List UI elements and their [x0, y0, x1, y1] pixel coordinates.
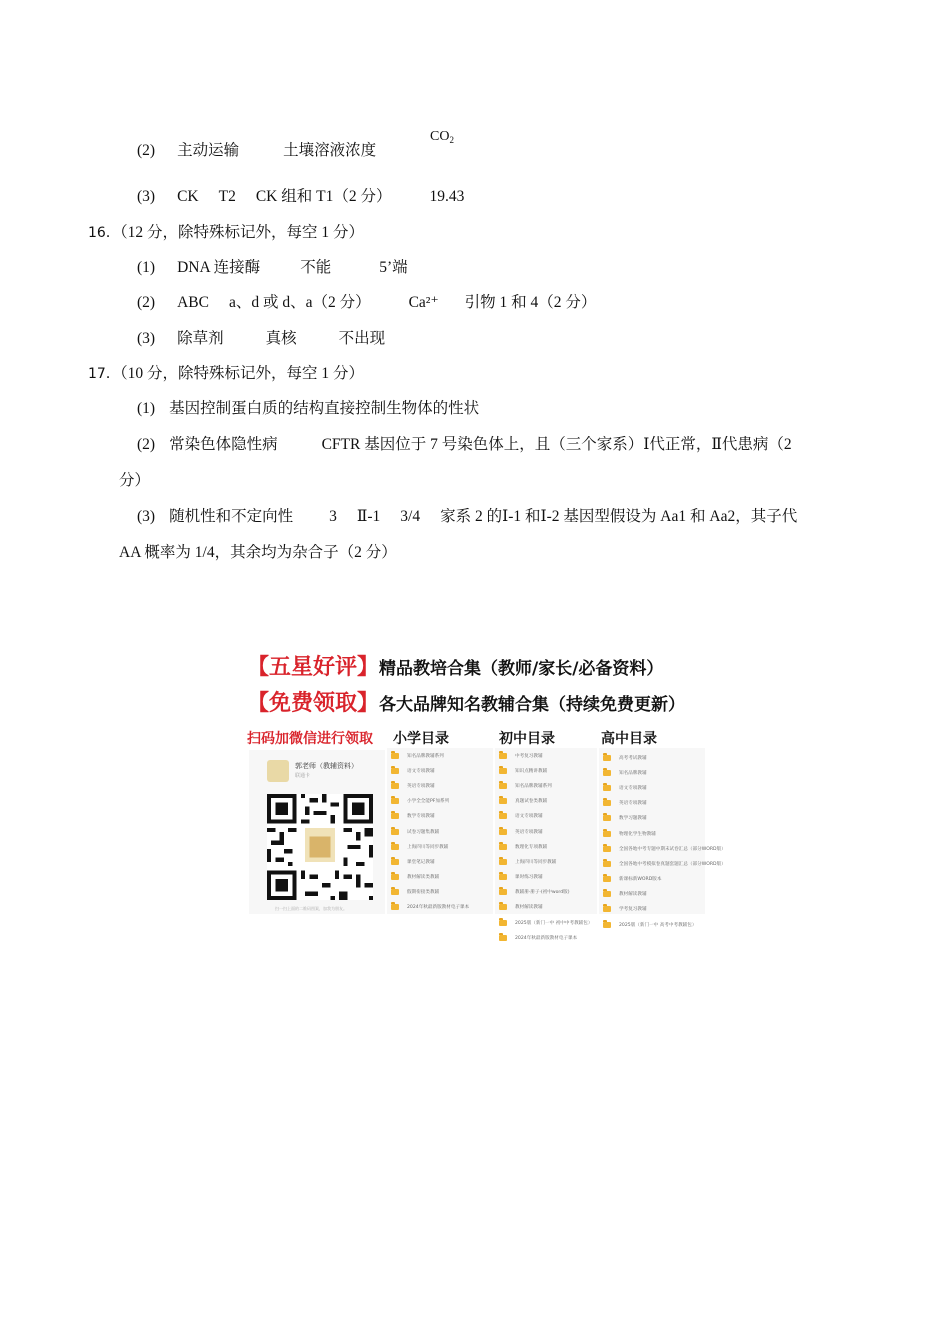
folder-item[interactable] — [499, 870, 592, 885]
folder-item[interactable] — [391, 824, 469, 839]
folder-icon — [603, 891, 611, 897]
co2-subscript: 2 — [449, 135, 454, 145]
part-number: (2) — [137, 142, 156, 159]
folder-icon — [499, 768, 507, 774]
senior-folder-panel — [599, 748, 726, 928]
question-header: （12 分，除特殊标记外，每空 1 分） — [119, 224, 364, 241]
q16-part2-line — [137, 293, 596, 313]
folder-icon — [603, 755, 611, 761]
promo-text: 各大品牌知名教辅合集（持续免费更新） — [379, 695, 686, 715]
q17-part3-continuation — [119, 543, 397, 563]
column-title-primary: 小学目录 — [393, 731, 449, 747]
folder-label: 物理化学生物教辅 — [619, 831, 656, 837]
folder-label: 上海四川等同步教辅 — [515, 859, 557, 865]
co2-answer — [430, 127, 454, 150]
folder-list — [391, 748, 469, 915]
folder-icon — [499, 813, 507, 819]
question-number: 17． — [88, 366, 120, 382]
folder-item[interactable] — [391, 885, 469, 900]
folder-item[interactable] — [603, 841, 726, 856]
part-number: (3) — [137, 188, 156, 205]
q16-part3-line — [137, 329, 385, 349]
answer-blank: 基因控制蛋白质的结构直接控制生物体的性状 — [169, 400, 480, 417]
answer-blank: 除草剂 — [177, 330, 224, 347]
folder-item[interactable] — [499, 748, 592, 763]
part-number: (3) — [137, 330, 156, 347]
q17-header — [88, 364, 364, 384]
answer-blank: T2 — [218, 188, 236, 205]
folder-label: 课堂笔记教辅 — [407, 859, 435, 865]
folder-label: 假期衔接类教辅 — [407, 890, 440, 896]
folder-icon — [391, 859, 399, 865]
folder-label: 上海四川等同步教辅 — [407, 844, 449, 850]
folder-item[interactable] — [391, 763, 469, 778]
qr-caption: 扫一扫上面的二维码图案，加我为朋友。 — [275, 906, 347, 911]
question-header: （10 分，除特殊标记外，每空 1 分） — [119, 365, 364, 382]
folder-icon — [603, 815, 611, 821]
question-number: 16． — [88, 225, 120, 241]
folder-label: 教材解读教辅 — [619, 892, 647, 898]
promo-text: 精品教培合集（教师/家长/必备资料） — [379, 659, 664, 679]
folder-label: 语文专项教辅 — [619, 785, 647, 791]
folder-icon — [499, 935, 507, 941]
folder-label: 数学专项教辅 — [407, 814, 435, 820]
folder-icon — [603, 785, 611, 791]
answer-blank: DNA 连接酶 — [177, 259, 261, 276]
answer-blank: CK — [177, 188, 199, 205]
folder-icon — [391, 829, 399, 835]
folder-label: 2024年秋最新版教材电子课本 — [407, 905, 470, 911]
folder-item[interactable] — [499, 930, 592, 945]
folder-item[interactable] — [391, 748, 469, 763]
answer-blank: Ⅱ-1 — [356, 508, 381, 525]
folder-icon — [391, 798, 399, 804]
folder-label: 真题试卷类教辅 — [515, 799, 548, 805]
q16-header — [88, 223, 364, 243]
folder-icon — [499, 783, 507, 789]
folder-item[interactable] — [499, 824, 592, 839]
folder-item[interactable] — [499, 839, 592, 854]
folder-label: 知识点精讲教辅 — [515, 768, 548, 774]
answer-blank: 引物 1 和 4（2 分） — [464, 294, 597, 311]
folder-label: 高考考试教辅 — [619, 755, 647, 761]
folder-label: 学考复习教辅 — [619, 907, 647, 913]
folder-label: 全国各地中考模拟卷真题套题汇总（部分WORD版） — [619, 861, 726, 867]
wechat-contact-card — [249, 750, 385, 914]
folder-item[interactable] — [391, 900, 469, 915]
folder-icon — [499, 753, 507, 759]
folder-icon — [603, 846, 611, 852]
answer-blank: ABC — [177, 294, 209, 311]
folder-label: 新课标新WORD版本 — [619, 877, 662, 883]
q17-part1-line — [137, 399, 479, 419]
folder-icon — [499, 829, 507, 835]
part-number: (2) — [137, 436, 156, 453]
folder-icon — [603, 800, 611, 806]
folder-label: 英语专项教辅 — [619, 801, 647, 807]
folder-item[interactable] — [499, 809, 592, 824]
folder-label: 语文专项教辅 — [407, 768, 435, 774]
folder-icon — [499, 904, 507, 910]
answer-blank: a、d 或 d、a（2 分） — [228, 294, 371, 311]
folder-item[interactable] — [603, 872, 726, 887]
scan-label: 扫码加微信进行领取 — [247, 731, 373, 747]
contact-name: 郭老师（教辅资料） — [295, 762, 358, 770]
avatar — [267, 760, 289, 782]
folder-item[interactable] — [391, 839, 469, 854]
folder-icon — [603, 770, 611, 776]
folder-icon — [499, 874, 507, 880]
answer-blank: 真核 — [265, 330, 297, 347]
answer-blank: 随机性和不定向性 — [169, 508, 294, 525]
promo-highlight: 【五星好评】 — [247, 655, 380, 680]
folder-label: 教材解读类教辅 — [407, 875, 440, 881]
part-number: (1) — [137, 400, 156, 417]
folder-label: 数学习题教辅 — [619, 816, 647, 822]
folder-label: 2025版（新门一中 高考中考教辅包） — [619, 922, 697, 928]
folder-item[interactable] — [603, 780, 726, 795]
q17-part2-continuation — [119, 471, 150, 491]
answer-blank: 5’端 — [379, 259, 408, 276]
folder-item[interactable] — [391, 870, 469, 885]
answer-blank: Ca²⁺ — [408, 294, 439, 311]
promo-line-2 — [247, 686, 685, 717]
folder-icon — [499, 798, 507, 804]
column-title-junior: 初中目录 — [499, 731, 555, 747]
folder-label: 数理化专项教辅 — [515, 844, 548, 850]
folder-label: 教材解读教辅 — [515, 905, 543, 911]
folder-item[interactable] — [391, 778, 469, 793]
folder-item[interactable] — [499, 778, 592, 793]
q17-part3-line — [137, 507, 797, 527]
folder-icon — [603, 861, 611, 867]
folder-label: 英语专项教辅 — [515, 829, 543, 835]
folder-list — [603, 750, 726, 932]
folder-icon — [391, 844, 399, 850]
folder-item[interactable] — [603, 856, 726, 871]
folder-icon — [391, 783, 399, 789]
answer-blank: 土壤溶液浓度 — [283, 142, 377, 159]
folder-item[interactable] — [603, 765, 726, 780]
folder-item[interactable] — [391, 809, 469, 824]
folder-label: 知名品牌教辅 — [619, 770, 647, 776]
part-number: (3) — [137, 508, 156, 525]
continuation-text: AA 概率为 1/4，其余均为杂合子（2 分） — [119, 544, 397, 561]
promo-banner — [247, 646, 726, 941]
answer-blank: 3 — [329, 508, 337, 525]
answer-blank: 主动运输 — [177, 142, 240, 159]
folder-icon — [391, 768, 399, 774]
folder-item[interactable] — [603, 811, 726, 826]
folder-label: 课时练习教辅 — [515, 875, 543, 881]
folder-item[interactable] — [603, 917, 726, 932]
folder-icon — [391, 889, 399, 895]
folder-icon — [603, 876, 611, 882]
folder-icon — [391, 874, 399, 880]
folder-list — [499, 748, 592, 945]
column-title-senior: 高中目录 — [601, 731, 657, 747]
qr-code-icon[interactable] — [267, 794, 373, 900]
folder-label: 2024年秋最新版教材电子课本 — [515, 935, 578, 941]
folder-label: 教辅册·册子·(初中word版) — [515, 890, 570, 896]
folder-item[interactable] — [499, 763, 592, 778]
folder-label: 2025版（新门一中 初中中考教辅包） — [515, 920, 593, 926]
folder-item[interactable] — [391, 794, 469, 809]
folder-item[interactable] — [603, 750, 726, 765]
folder-item[interactable] — [499, 885, 592, 900]
folder-label: 全国各地中考专题中期末试卷汇总（部分WORD版） — [619, 846, 726, 852]
continuation-text: 分） — [119, 472, 151, 489]
answer-blank: CK 组和 T1（2 分） — [255, 188, 392, 205]
answer-blank: 常染色体隐性病 — [169, 436, 278, 453]
folder-item[interactable] — [499, 854, 592, 869]
q16-part1-line — [137, 258, 408, 278]
folder-item[interactable] — [603, 902, 726, 917]
q17-part2-line — [137, 435, 792, 455]
folder-label: 中考复习教辅 — [515, 753, 543, 759]
answer-blank: 家系 2 的Ⅰ-1 和Ⅰ-2 基因型假设为 Aa1 和 Aa2，其子代 — [440, 508, 798, 525]
part-number: (1) — [137, 259, 156, 276]
folder-item[interactable] — [499, 900, 592, 915]
promo-highlight: 【免费领取】 — [247, 691, 380, 716]
folder-icon — [603, 831, 611, 837]
folder-item[interactable] — [391, 854, 469, 869]
folder-icon — [499, 859, 507, 865]
folder-icon — [391, 813, 399, 819]
folder-item[interactable] — [499, 915, 592, 930]
folder-icon — [603, 922, 611, 928]
folder-label: 知名品牌教辅系列 — [407, 753, 444, 759]
part-number: (2) — [137, 294, 156, 311]
folder-label: 英语专项教辅 — [407, 783, 435, 789]
folder-item[interactable] — [603, 796, 726, 811]
folder-icon — [499, 889, 507, 895]
answer-blank: 不能 — [300, 259, 332, 276]
co2-main: CO — [430, 129, 450, 144]
folder-item[interactable] — [603, 887, 726, 902]
folder-item[interactable] — [499, 794, 592, 809]
answer-blank: 不出现 — [338, 330, 386, 347]
junior-folder-panel — [495, 748, 597, 941]
folder-label: 语文专项教辅 — [515, 814, 543, 820]
folder-label: 知名品牌教辅系列 — [515, 783, 552, 789]
promo-line-1 — [247, 650, 663, 681]
answer-blank: 3/4 — [400, 508, 421, 525]
folder-icon — [499, 920, 507, 926]
answer-blank: CFTR 基因位于 7 号染色体上，且（三个家系）Ⅰ代正常，Ⅱ代患病（2 — [321, 436, 792, 453]
folder-item[interactable] — [603, 826, 726, 841]
folder-icon — [499, 844, 507, 850]
folder-icon — [391, 904, 399, 910]
q15-part2-line — [137, 141, 376, 161]
folder-label: 试卷习题集教辅 — [407, 829, 440, 835]
primary-folder-panel — [387, 748, 493, 914]
contact-subtitle: 联通卡 — [295, 773, 311, 779]
answer-blank: 19.43 — [429, 188, 465, 205]
folder-icon — [391, 753, 399, 759]
q15-part3-line — [137, 187, 464, 207]
folder-label: 小学全全能PF加系列 — [407, 799, 450, 805]
folder-icon — [603, 906, 611, 912]
